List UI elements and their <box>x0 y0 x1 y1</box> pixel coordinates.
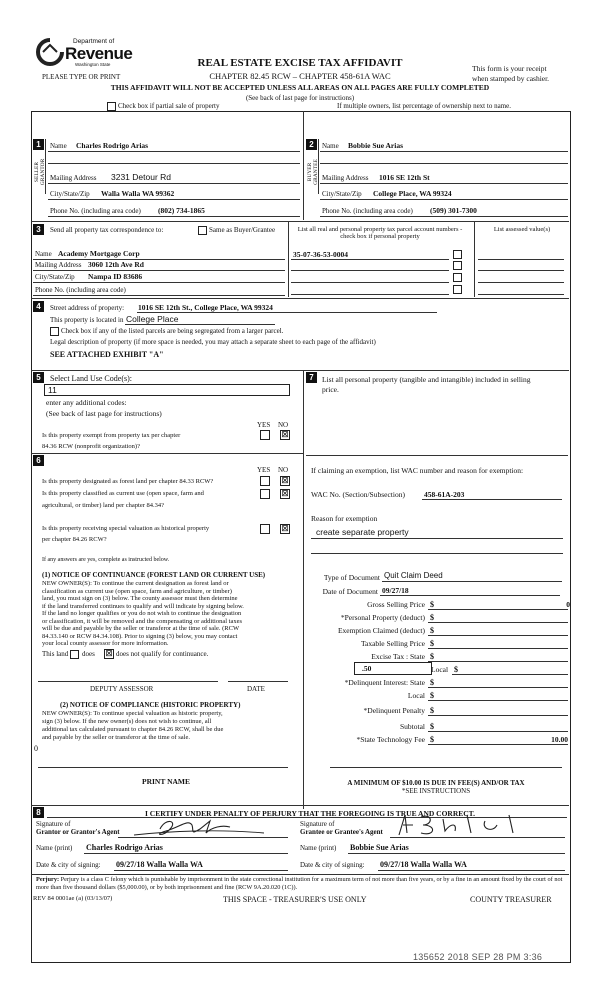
form-chapter: CHAPTER 82.45 RCW – CHAPTER 458-61A WAC <box>209 71 391 81</box>
assessed-header: List assessed value(s) <box>493 226 551 233</box>
grantee-sig-label: Signature of <box>300 820 335 828</box>
grantor-date-label: Date & city of signing: <box>36 861 101 869</box>
treasurer-space: THIS SPACE - TREASURER'S USE ONLY <box>223 895 367 904</box>
s3-city[interactable]: Nampa ID 83686 <box>88 272 143 281</box>
land-use-label: Select Land Use Code(s): <box>50 374 132 383</box>
s3-name-label: Name <box>35 250 52 258</box>
legal-description[interactable]: SEE ATTACHED EXHIBIT "A" <box>50 350 164 359</box>
segregated-checkbox[interactable] <box>50 327 59 336</box>
parcel-2-personal-checkbox[interactable] <box>453 261 462 270</box>
located-city[interactable]: College Place <box>126 314 179 324</box>
seller-city-label: City/State/Zip <box>50 190 90 198</box>
revenue-logo-icon <box>35 37 65 67</box>
s3-city-label: City/State/Zip <box>35 273 75 281</box>
street-label: Street address of property: <box>50 304 125 312</box>
perjury-text: Perjury is a class C felony which is punishable by imprisonment in the state correctional institution for a maximum term of not more than five years, or by a fine in an amount fixed by the court of not more than five thousand dollars ($5,000.00), or by both imprisonment and fine (RCW 9A.20.020 (1C)). <box>36 876 563 891</box>
land-use-see-back: (See back of last page for instructions) <box>46 409 162 418</box>
seller-phone[interactable]: (802) 734-1865 <box>158 206 205 215</box>
s6-q2b: agricultural, or timber) land per chapter 84.34? <box>42 502 165 509</box>
exemption-deduct-label: Exemption Claimed (deduct) <box>337 626 425 635</box>
excise-state-dollar: $ <box>430 652 434 661</box>
seller-name-label: Name <box>50 142 67 150</box>
seller-mailing-label: Mailing Address <box>50 174 97 182</box>
street-address[interactable]: 1016 SE 12th St., College Place, WA 99324 <box>138 303 273 312</box>
see-back: (See back of last page for instructions) <box>245 94 355 102</box>
s6-q2-yes-checkbox[interactable] <box>260 489 270 499</box>
s6-if-yes: If any answers are yes, complete as instructed below. <box>42 557 170 563</box>
located-label: This property is located in <box>50 316 124 324</box>
buyer-city[interactable]: College Place, WA 99324 <box>373 189 452 198</box>
grantor-date[interactable]: 09/27/18 Walla Walla WA <box>116 860 203 869</box>
s6-yes: YES <box>257 466 271 474</box>
s6-q3-no-checkbox[interactable]: ⊠ <box>281 524 289 534</box>
cont-line-9: your local county assessor for more information. <box>42 640 169 647</box>
s6-q3b: per chapter 84.26 RCW? <box>42 536 107 543</box>
warning: THIS AFFIDAVIT WILL NOT BE ACCEPTED UNLESS ALL AREAS ON ALL PAGES ARE FULLY COMPLETED <box>110 83 490 92</box>
minimum-fee-notice: A MINIMUM OF $10.00 IS DUE IN FEE(S) AND/OR TAX <box>347 779 525 787</box>
gross-value[interactable]: 0 <box>566 600 570 609</box>
s6-q3-yes-checkbox[interactable] <box>260 524 270 534</box>
taxable-dollar: $ <box>430 639 434 648</box>
s5-q1-yes-checkbox[interactable] <box>260 430 270 440</box>
comp-line-1: NEW OWNER(S): To continue special valuation as historic property, <box>42 710 223 717</box>
s6-q1: Is this property designated as forest land per chapter 84.33 RCW? <box>42 478 214 485</box>
cont-line-4: if the land transferred continues to qualify and will indicate by signing below. <box>42 602 244 610</box>
doc-date[interactable]: 09/27/18 <box>382 586 409 595</box>
s6-q1-yes-checkbox[interactable] <box>260 476 270 486</box>
s6-q2: Is this property classified as current use (open space, farm and <box>42 490 204 497</box>
send-correspondence-label: Send all property tax correspondence to: <box>50 226 164 234</box>
land-use-code: 11 <box>48 385 57 395</box>
section-3-number: 3 <box>33 224 44 235</box>
logo-word: Revenue <box>65 44 133 63</box>
rev-number: REV 84 0001ae (a) (03/13/07) <box>33 895 113 902</box>
section-5-number: 5 <box>33 372 44 383</box>
seller-city[interactable]: Walla Walla WA 99362 <box>101 189 175 198</box>
delinq-interest-dollar: $ <box>430 678 434 687</box>
stray-zero: 0 <box>34 744 38 753</box>
s5-q1: Is this property exempt from property tax per chapter <box>42 432 181 439</box>
excise-state-label: Excise Tax : State <box>371 652 425 661</box>
parcel-header: List all real and personal property tax parcel account numbers - check box if personal property <box>297 226 463 240</box>
grantee-signature[interactable] <box>393 811 523 839</box>
s6-q2-no-checkbox[interactable]: ⊠ <box>281 489 289 499</box>
doc-date-label: Date of Document <box>322 587 378 596</box>
segregated-label: Check box if any of the listed parcels are being segregated from a larger parcel. <box>61 327 284 335</box>
same-as-buyer-label: Same as Buyer/Grantee <box>209 226 276 234</box>
s5-q1b: 84.36 RCW (nonprofit organization)? <box>42 443 140 450</box>
grantor-agent-label: Grantor or Grantor's Agent <box>36 828 120 836</box>
s3-mailing-label: Mailing Address <box>35 261 82 269</box>
grantor-signature-mark <box>130 815 270 839</box>
does-label: does <box>82 650 95 658</box>
tech-fee-dollar: $ <box>430 735 434 744</box>
same-as-buyer-checkbox[interactable] <box>198 226 207 235</box>
personal-deduct-dollar: $ <box>430 613 434 622</box>
multiple-owners: If multiple owners, list percentage of ownership next to name. <box>337 102 511 110</box>
print-name-label: PRINT NAME <box>142 777 190 786</box>
local-label: Local <box>431 665 449 674</box>
taxable-label: Taxable Selling Price <box>360 639 425 648</box>
receipt-note-1: This form is your receipt <box>472 64 547 73</box>
buyer-phone[interactable]: (509) 301-7300 <box>430 206 477 215</box>
s3-phone-label: Phone No. (including area code) <box>35 286 126 294</box>
subtotal-dollar: $ <box>430 722 434 731</box>
section-1-number: 1 <box>33 139 44 150</box>
county-treasurer: COUNTY TREASURER <box>470 895 552 904</box>
grantee-date-label: Date & city of signing: <box>300 861 365 869</box>
cont-line-6: or classification, it will be removed and the compensating or additional taxes <box>42 617 242 625</box>
receipt-note-2: when stamped by cashier. <box>472 74 550 83</box>
tech-fee-value[interactable]: 10.00 <box>551 735 568 744</box>
local-rate: .50 <box>362 664 372 673</box>
cont-line-8: 84.33.140 or RCW 84.34.108). Prior to signing (3) below, you may contact <box>42 632 238 640</box>
perjury-notice <box>36 876 566 892</box>
s5-yes: YES <box>257 421 271 429</box>
land-use-code-input[interactable] <box>44 384 290 396</box>
section-6-number: 6 <box>33 455 44 466</box>
delinq-penalty-label: *Delinquent Penalty <box>363 706 425 715</box>
recording-stamp: 135652 2018 SEP 28 PM 3:36 <box>413 952 543 962</box>
compliance-title: (2) NOTICE OF COMPLIANCE (HISTORIC PROPERTY) <box>60 701 241 709</box>
partial-sale-label: Check box if partial sale of property <box>118 102 220 110</box>
legal-label: Legal description of property (if more space is needed, you may attach a separate sheet to each page of the affidavit) <box>50 338 376 346</box>
grantee-agent-label: Grantee or Grantee's Agent <box>300 828 383 836</box>
s3-name[interactable]: Academy Mortgage Corp <box>58 249 140 258</box>
seller-mailing[interactable]: 3231 Detour Rd <box>111 172 172 182</box>
grantor-name-label: Name (print) <box>36 844 73 852</box>
cont-line-7: will be due and payable by the seller or transferor at the time of sale. (RCW <box>42 625 240 632</box>
s6-no: NO <box>278 466 289 474</box>
cont-line-2: classification as current use (open space, farm and agriculture, or timber) <box>42 587 232 595</box>
exemption-reason[interactable]: create separate property <box>316 527 409 537</box>
perjury-label: Perjury: <box>36 876 60 883</box>
personal-deduct-label: *Personal Property (deduct) <box>340 613 425 622</box>
additional-codes-label: enter any additional codes: <box>46 398 127 407</box>
logo-dept: Department of <box>73 38 115 45</box>
buyer-mailing-label: Mailing Address <box>322 174 369 182</box>
parcel-number[interactable]: 35-07-36-53-0004 <box>293 250 348 259</box>
partial-sale-checkbox[interactable] <box>107 102 116 111</box>
personal-property-label-1: List all personal property (tangible and intangible) included in selling <box>322 375 531 384</box>
seller-phone-label: Phone No. (including area code) <box>50 207 141 215</box>
gross-dollar: $ <box>430 600 434 609</box>
deputy-assessor-label: DEPUTY ASSESSOR <box>90 685 154 693</box>
buyer-side-label: BUYER GRANTEE <box>307 159 319 185</box>
land-does-checkbox[interactable] <box>70 650 79 659</box>
s6-q3: Is this property receiving special valuation as historical property <box>42 525 210 532</box>
s6-q1-no-checkbox[interactable]: ⊠ <box>281 476 289 486</box>
buyer-name[interactable]: Bobbie Sue Arias <box>348 141 404 150</box>
doc-type-label: Type of Document <box>323 573 380 582</box>
personal-property-label-2: price. <box>322 385 339 394</box>
continuance-title: (1) NOTICE OF CONTINUANCE (FOREST LAND OR CURRENT USE) <box>42 571 266 579</box>
buyer-name-label: Name <box>322 142 339 150</box>
tech-fee-label: *State Technology Fee <box>356 735 425 744</box>
parcel-3-personal-checkbox[interactable] <box>453 273 462 282</box>
certify-statement: I CERTIFY UNDER PENALTY OF PERJURY THAT THE FOREGOING IS TRUE AND CORRECT. <box>144 809 475 818</box>
grantor-sig-label: Signature of <box>36 820 71 828</box>
see-instructions: *SEE INSTRUCTIONS <box>401 787 471 795</box>
local2-label: Local <box>407 691 425 700</box>
s5-q1-no-checkbox[interactable]: ⊠ <box>281 430 289 440</box>
comp-line-3: additional tax calculated pursuant to chapter 84.26 RCW, shall be due <box>42 726 224 733</box>
grantor-signature[interactable] <box>130 815 270 839</box>
seller-name[interactable]: Charles Rodrigo Arias <box>76 141 149 150</box>
revenue-logo <box>35 35 133 75</box>
doc-type[interactable]: Quit Claim Deed <box>384 571 443 580</box>
this-land-label: This land <box>42 650 69 658</box>
section-7-number: 7 <box>306 372 317 383</box>
land-does-not-checkbox[interactable]: ⊠ <box>105 649 113 659</box>
grantee-date[interactable]: 09/27/18 Walla Walla WA <box>380 860 467 869</box>
grantee-name-label: Name (print) <box>300 844 337 852</box>
parcel-1-personal-checkbox[interactable] <box>453 250 462 259</box>
buyer-city-label: City/State/Zip <box>322 190 362 198</box>
section-2-number: 2 <box>306 139 317 150</box>
reason-label: Reason for exemption <box>311 514 378 523</box>
buyer-mailing[interactable]: 1016 SE 12th St <box>379 173 430 182</box>
exemption-deduct-dollar: $ <box>430 626 434 635</box>
please-type: PLEASE TYPE OR PRINT <box>42 73 121 81</box>
does-not-label: does not qualify for continuance. <box>116 650 209 658</box>
deputy-date-label: DATE <box>247 685 265 693</box>
section-8-number: 8 <box>33 807 44 818</box>
s3-mailing[interactable]: 3060 12th Ave Rd <box>88 260 144 269</box>
section-4-number: 4 <box>33 301 44 312</box>
seller-side-label: SELLER GRANTOR <box>34 158 46 186</box>
exemption-question: If claiming an exemption, list WAC number and reason for exemption: <box>311 466 524 475</box>
form-title: REAL ESTATE EXCISE TAX AFFIDAVIT <box>197 57 403 69</box>
cont-line-5: If the land no longer qualifies or you do not wish to continue the designation <box>42 610 242 617</box>
grantor-name[interactable]: Charles Rodrigo Arias <box>86 843 163 852</box>
cont-line-1: NEW OWNER(S): To continue the current designation as forest land or <box>42 580 229 587</box>
delinq-interest-label: *Delinquent Interest: State <box>344 678 425 687</box>
local2-dollar: $ <box>430 691 434 700</box>
gross-label: Gross Selling Price <box>367 600 425 609</box>
wac-label: WAC No. (Section/Subsection) <box>311 490 405 499</box>
comp-line-4: and payable by the seller or transferor at the time of sale. <box>42 734 190 741</box>
s5-no: NO <box>278 421 289 429</box>
logo-state: Washington State <box>75 62 111 67</box>
parcel-4-personal-checkbox[interactable] <box>453 285 462 294</box>
wac-number[interactable]: 458-61A-203 <box>424 490 465 499</box>
cont-line-3: land, you must sign on (3) below. The county assessor must then determine <box>42 595 238 602</box>
grantee-name[interactable]: Bobbie Sue Arias <box>350 843 409 852</box>
buyer-phone-label: Phone No. (including area code) <box>322 207 413 215</box>
comp-line-2: sign (3) below. If the new owner(s) does not wish to continue, all <box>42 718 212 725</box>
local-dollar: $ <box>454 665 458 674</box>
grantee-signature-mark <box>393 811 523 839</box>
delinq-penalty-dollar: $ <box>430 706 434 715</box>
subtotal-label: Subtotal <box>399 722 425 731</box>
